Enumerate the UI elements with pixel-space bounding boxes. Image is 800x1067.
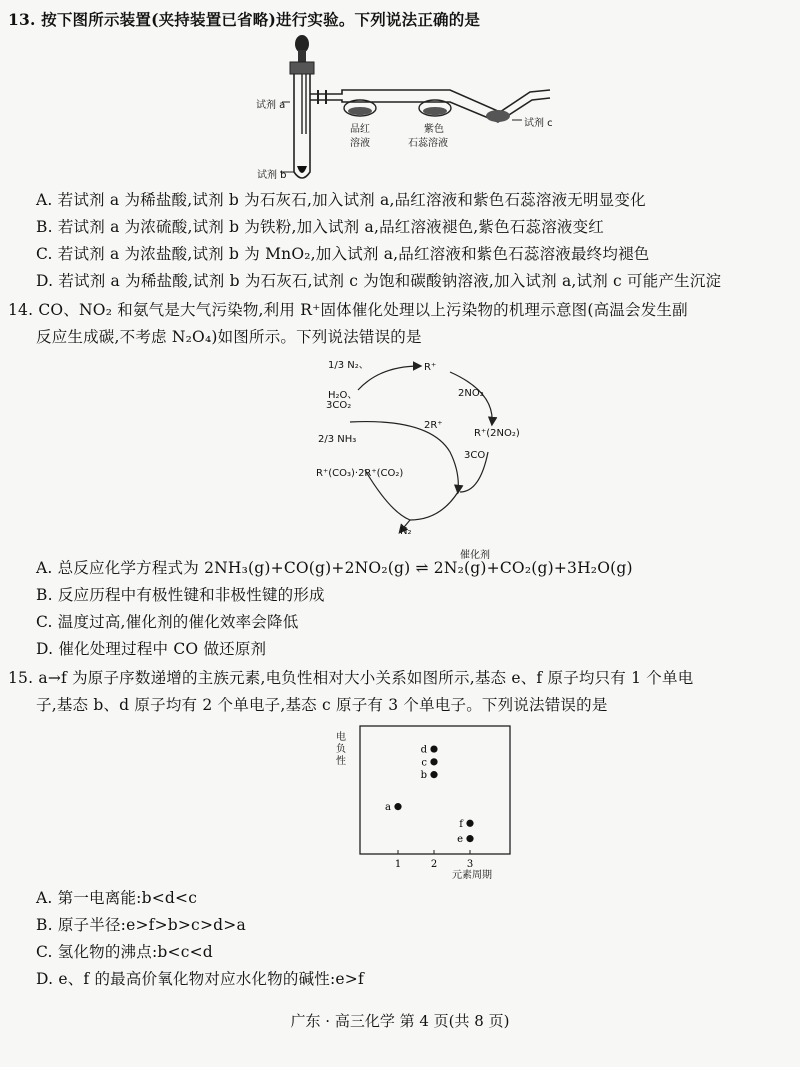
q14-stem-line2: 反应生成碳,不考虑 N₂O₄)如图所示。下列说法错误的是 [36,328,422,346]
q13-option-c: C. 若试剂 a 为浓盐酸,试剂 b 为 MnO₂,加入试剂 a,品红溶液和紫色石蕊溶液最终均褪色 [36,245,650,263]
page-footer: 广东 · 高三化学 第 4 页(共 8 页) [290,1012,510,1030]
q15-option-b: B. 原子半径:e>f>b>c>d>a [36,916,246,934]
q14-stem-line1: 14. CO、NO₂ 和氨气是大气污染物,利用 R⁺固体催化处理以上污染物的机理示意图(高温会发生副 [8,301,688,319]
q15-option-d: D. e、f 的最高价氧化物对应水化物的碱性:e>f [36,970,364,988]
q14-option-b: B. 反应历程中有极性键和非极性键的形成 [36,586,325,604]
q13-stem: 13. 按下图所示装置(夹持装置已省略)进行实验。下列说法正确的是 [8,10,481,29]
zise-label-2: 石蕊溶液 [408,138,448,149]
point-b [430,771,437,778]
x-tick-label-3: 3 [466,859,474,870]
q13-option-a: A. 若试剂 a 为稀盐酸,试剂 b 为石灰石,加入试剂 a,品红溶液和紫色石蕊溶液无明显变化 [36,191,646,209]
point-a [394,803,401,810]
q13-option-b: B. 若试剂 a 为浓硫酸,试剂 b 为铁粉,加入试剂 a,品红溶液褪色,紫色石蕊溶液变红 [36,218,604,236]
diagram-n2-top: 1/3 N₂、 [328,360,369,371]
reagent-c-label: 试剂 c [524,118,553,129]
diagram-no2: 2NO₂ [458,388,484,399]
point-label-a: a [385,802,391,814]
diagram-h2o: H₂O、 [328,390,358,401]
q15-stem-line2: 子,基态 b、d 原子均有 2 个单电子,基态 c 原子有 3 个单电子。下列说法错误的是 [36,696,608,714]
diagram-nh3: 2/3 NH₃ [318,434,357,445]
reagent-b-label: 试剂 b [257,170,287,181]
point-label-e: e [457,834,463,846]
diagram-n2-bottom: N₂ [400,526,412,537]
electronegativity-chart [330,720,520,880]
point-label-c: c [421,757,427,769]
chart-ylabel: 电负性 [336,732,346,767]
diagram-r-no2: R⁺(2NO₂) [474,428,520,439]
point-label-d: d [420,744,427,756]
q14-option-c: C. 温度过高,催化剂的催化效率会降低 [36,613,299,631]
point-label-f: f [459,818,463,830]
chart-frame [360,726,510,854]
diagram-co: 3CO [464,450,486,461]
chart-xlabel: 元素周期 [452,870,492,881]
catalyst-label: 催化剂 [460,550,490,561]
diagram-left-complex: R⁺(CO₃)·2R⁺(CO₂) [316,468,404,479]
point-c [430,758,437,765]
diagram-co2: 3CO₂ [326,400,352,411]
point-e [466,835,473,842]
diagram-rplus: R⁺ [424,362,437,373]
point-d [430,745,437,752]
q14-option-a: A. 总反应化学方程式为 2NH₃(g)+CO(g)+2NO₂(g) ⇌ 2N₂(g)+CO₂(g)+3H₂O(g) [36,559,633,577]
pinhong-label-2: 溶液 [350,138,370,149]
reagent-a-label: 试剂 a [256,100,286,111]
diagram-two-r: 2R⁺ [424,420,443,431]
pinhong-label-1: 品红 [350,124,370,135]
x-tick-label-1: 1 [394,859,402,870]
q13-apparatus-diagram [250,34,560,184]
q14-option-d: D. 催化处理过程中 CO 做还原剂 [36,640,267,658]
point-label-b: b [420,770,427,782]
point-f [466,820,473,827]
x-tick-label-2: 2 [430,859,438,870]
q15-option-c: C. 氢化物的沸点:b<c<d [36,943,213,961]
q14-mechanism-diagram [310,352,540,542]
q15-option-a: A. 第一电离能:b<d<c [36,889,198,907]
zise-label-1: 紫色 [424,124,444,135]
q15-stem-line1: 15. a→f 为原子序数递增的主族元素,电负性相对大小关系如图所示,基态 e、f 原子均只有 1 个单电 [8,669,694,687]
q13-option-d: D. 若试剂 a 为稀盐酸,试剂 b 为石灰石,试剂 c 为饱和碳酸钠溶液,加入试剂 a,试剂 c 可能产生沉淀 [36,272,722,290]
